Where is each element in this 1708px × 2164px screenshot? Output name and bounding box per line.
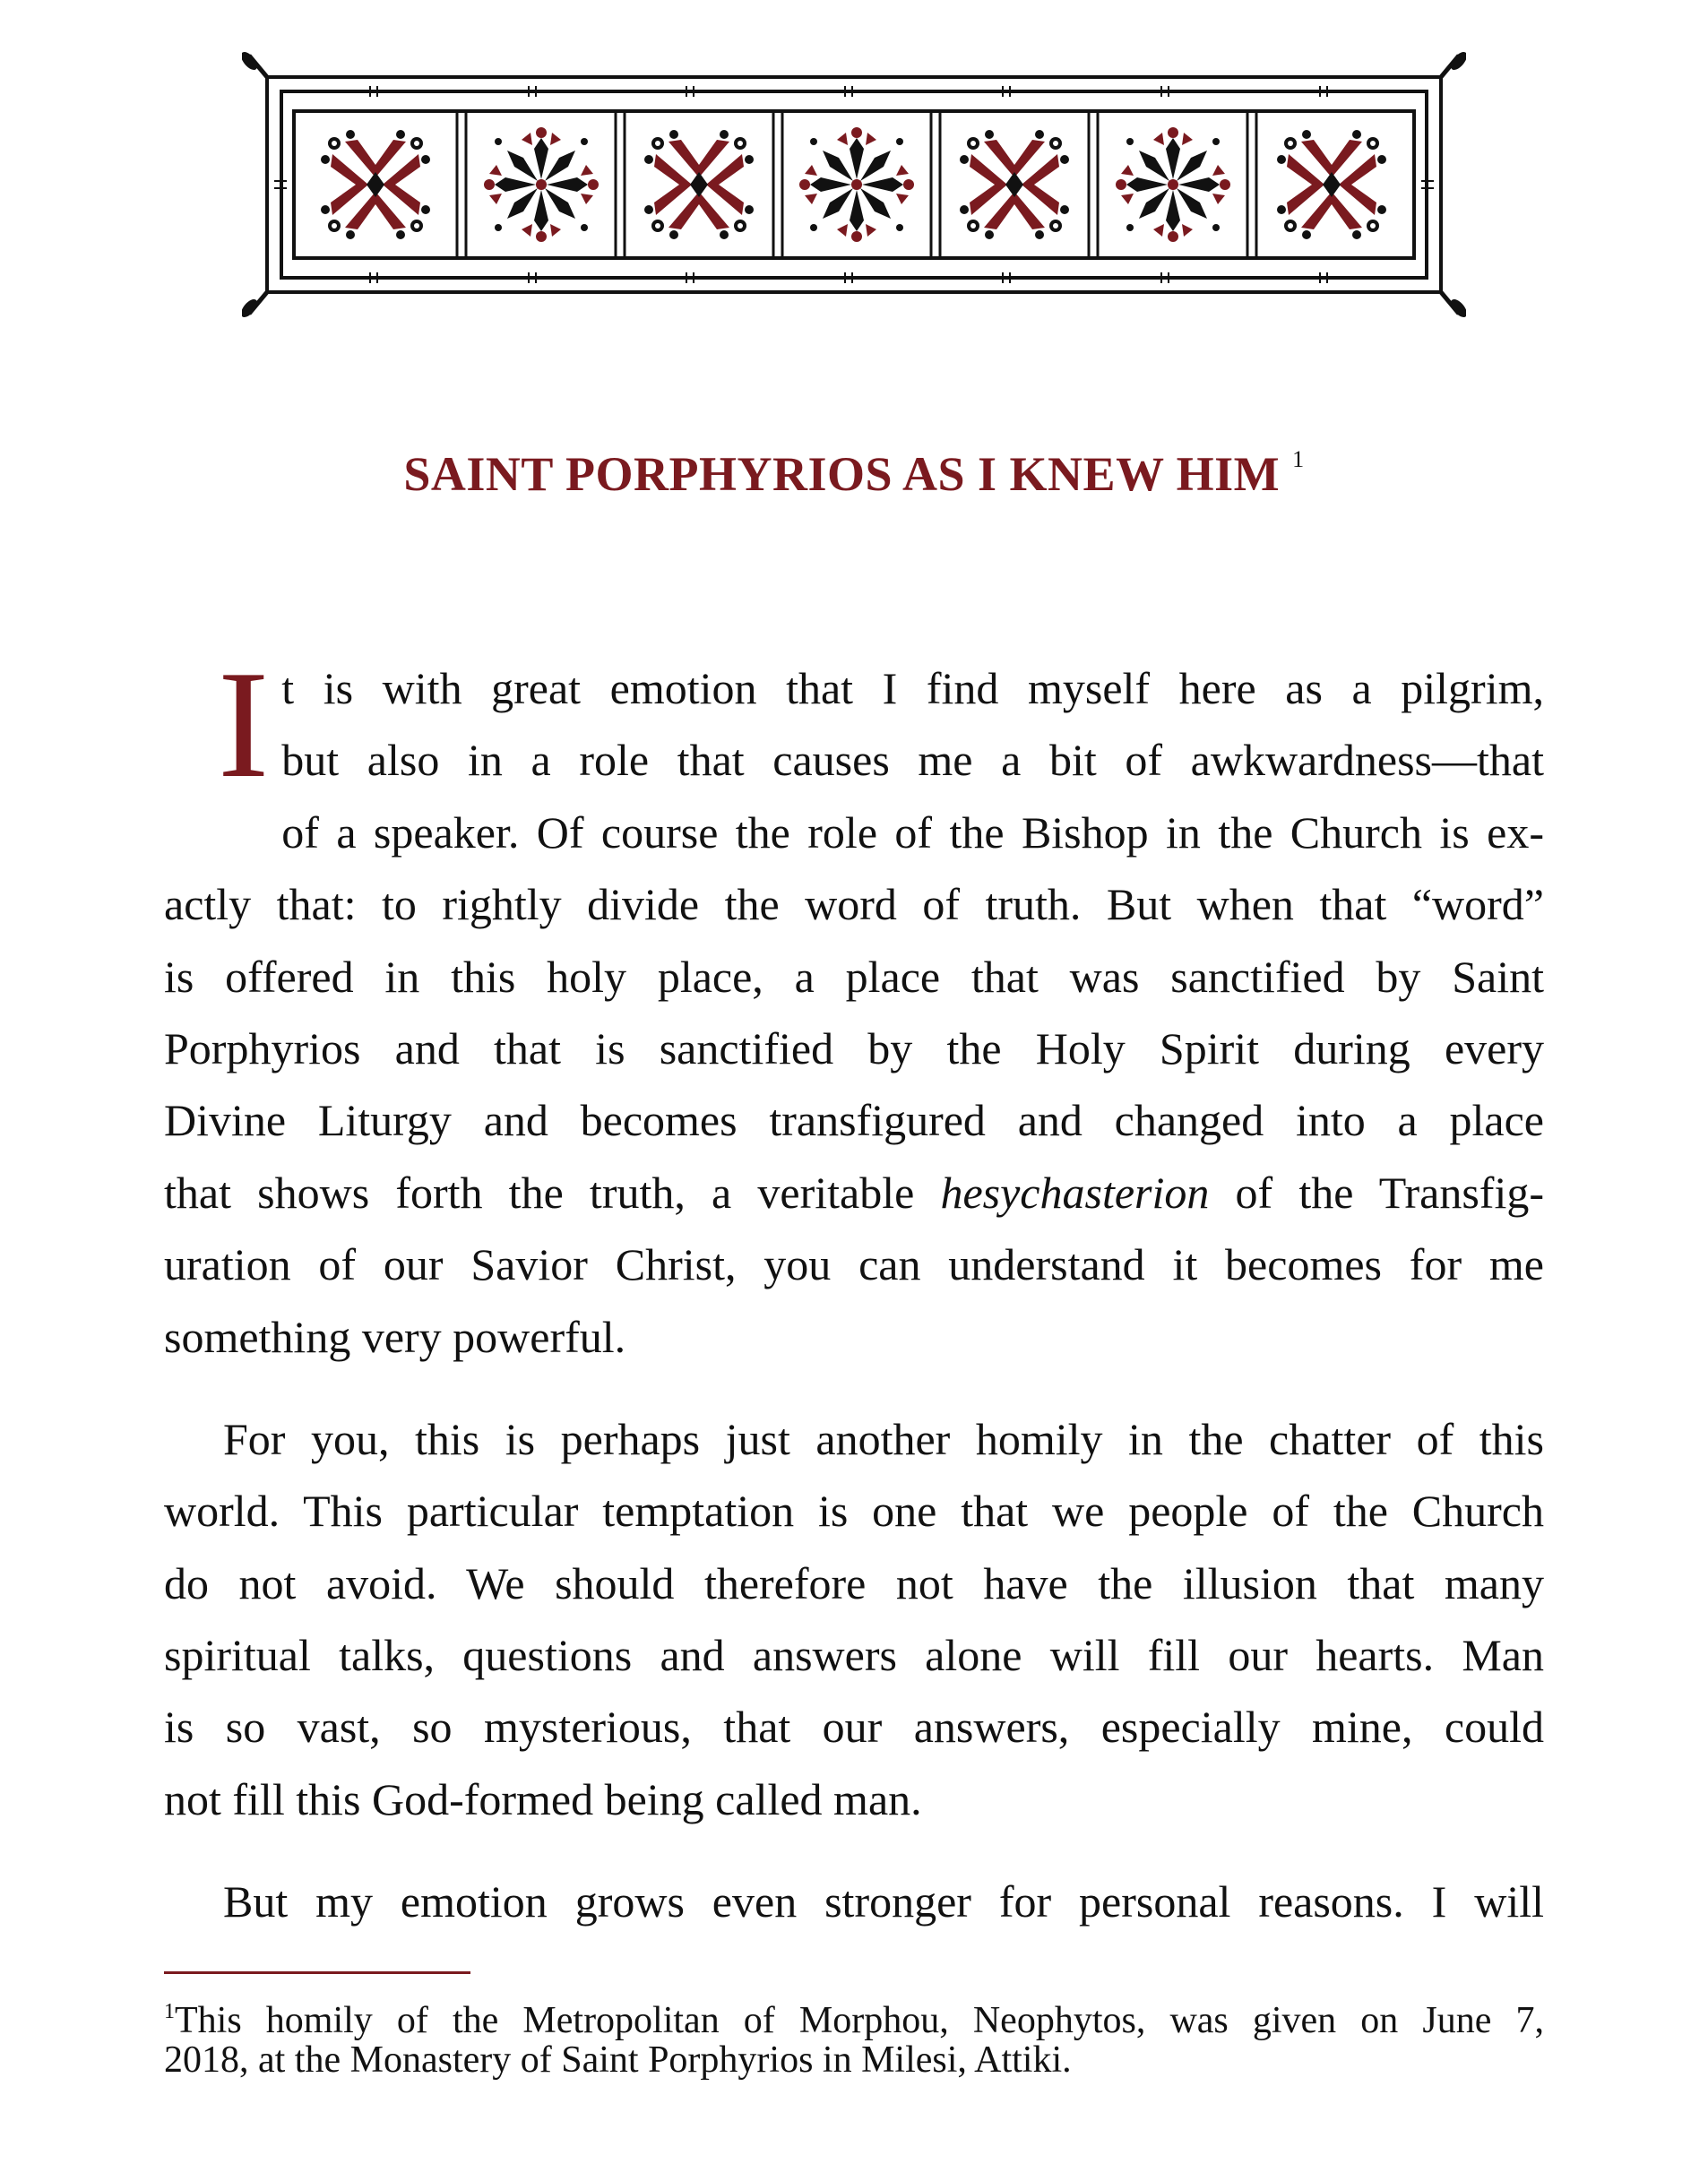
footnote-mark: 1 bbox=[164, 2000, 175, 2023]
text-line: t is with great emotion that I find myself here as a pilgrim, bbox=[281, 663, 1544, 713]
footnote-line bbox=[164, 1987, 1544, 2041]
text-line: do not avoid. We should therefore not have the illusion that many bbox=[164, 1557, 1544, 1608]
text-line: but also in a role that causes me a bit of awkwardness—that bbox=[281, 735, 1544, 786]
text-line: For you, this is perhaps just another homily in the chatter of this bbox=[223, 1413, 1544, 1464]
text-line: spiritual talks, questions and answers alone will fill our hearts. Man bbox=[164, 1630, 1544, 1681]
text-line: Porphyrios and that is sanctified by the Holy Spirit during every bbox=[164, 1022, 1544, 1073]
text-line: uration of our Savior Christ, you can understand it becomes for me bbox=[164, 1239, 1544, 1290]
body-text bbox=[164, 640, 1544, 1969]
paragraph-1 bbox=[164, 640, 1544, 1373]
text-line: is offered in this holy place, a place that was sanctified by Saint bbox=[164, 951, 1544, 1002]
chapter-title-text: SAINT PORPHYRIOS AS I KNEW HIM bbox=[403, 447, 1281, 501]
text-line: not fill this God-formed being called man. bbox=[164, 1773, 922, 1824]
italic-term: hesychasterion bbox=[940, 1167, 1210, 1218]
ornamental-border-icon bbox=[242, 52, 1466, 317]
text-line bbox=[164, 1157, 1544, 1229]
text-line: is so vast, so mysterious, that our answers, especially mine, could bbox=[164, 1702, 1544, 1753]
text-fragment: that shows forth the truth, a veritable bbox=[164, 1167, 941, 1218]
text-line: world. This particular temptation is one that we people of the Church bbox=[164, 1486, 1544, 1537]
text-fragment: of the Transfig- bbox=[1209, 1167, 1544, 1218]
footnote-line: 2018, at the Monastery of Saint Porphyrios in Milesi, Attiki. bbox=[164, 2039, 1072, 2081]
text-line: But my emotion grows even stronger for personal reasons. I will bbox=[223, 1876, 1544, 1927]
text-line: of a speaker. Of course the role of the Bishop in the Church is ex- bbox=[281, 806, 1544, 858]
paragraph-3 bbox=[164, 1866, 1544, 1937]
drop-cap: I bbox=[218, 640, 270, 810]
footnote bbox=[164, 1987, 1544, 2084]
text-line: actly that: to rightly divide the word of truth. But when that “word” bbox=[164, 879, 1544, 930]
paragraph-2 bbox=[164, 1403, 1544, 1835]
footnote-divider bbox=[164, 1971, 470, 1974]
text-line: Divine Liturgy and becomes transfigured and changed into a place bbox=[164, 1095, 1544, 1146]
text-line: something very powerful. bbox=[164, 1311, 626, 1362]
footnote-text: This homily of the Metropolitan of Morphou, Neophytos, was given on June 7, bbox=[175, 2000, 1544, 2041]
title-footnote-mark: 1 bbox=[1292, 446, 1305, 472]
chapter-title bbox=[0, 446, 1708, 502]
